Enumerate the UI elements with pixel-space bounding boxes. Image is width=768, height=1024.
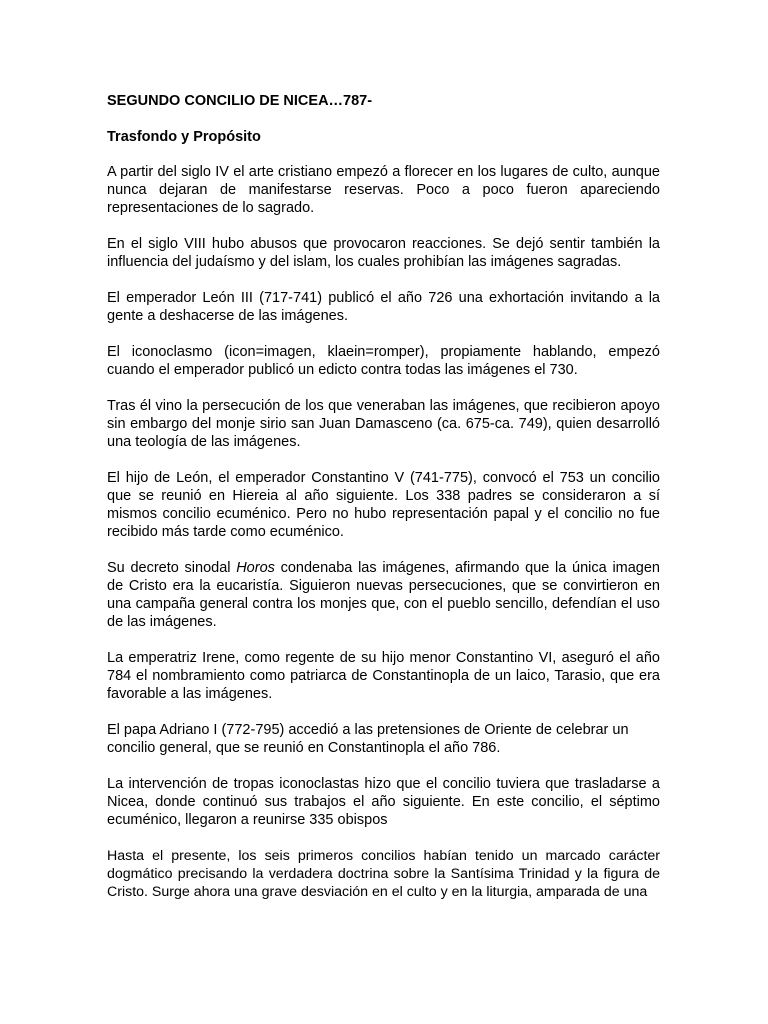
paragraph: El emperador León III (717-741) publicó el año 726 una exhortación invitando a la gente a deshacerse de las imágenes. — [107, 290, 660, 324]
section-heading: Trasfondo y Propósito — [107, 129, 261, 145]
paragraph-text: condenaba las imágenes, afirmando que la única imagen de Cristo era la eucaristía. Siguieron nuevas persecuciones, que se convirtieron en una campaña general contra los monjes que, con el pueblo sencillo, defendían el uso de las imágenes. — [107, 560, 660, 630]
paragraph: Tras él vino la persecución de los que veneraban las imágenes, que recibieron apoyo sin embargo del monje sirio san Juan Damasceno (ca. 675-ca. 749), quien desarrolló una teología de las imágenes. — [107, 398, 660, 450]
paragraph: La emperatriz Irene, como regente de su hijo menor Constantino VI, aseguró el año 784 el nombramiento como patriarca de Constantinopla de un laico, Tarasio, que era favorable a las imágenes. — [107, 650, 660, 702]
paragraph-text: Su decreto sinodal — [107, 560, 237, 576]
paragraph: A partir del siglo IV el arte cristiano empezó a florecer en los lugares de culto, aunque nunca dejaran de manifestarse reservas. Poco a poco fueron apareciendo representaciones de lo sagrado. — [107, 164, 660, 216]
paragraph-with-italic — [107, 559, 660, 631]
paragraph: En el siglo VIII hubo abusos que provocaron reacciones. Se dejó sentir también la influencia del judaísmo y del islam, los cuales prohibían las imágenes sagradas. — [107, 236, 660, 270]
paragraph: El iconoclasmo (icon=imagen, klaein=romper), propiamente hablando, empezó cuando el emperador publicó un edicto contra todas las imágenes el 730. — [107, 344, 660, 378]
document-page — [107, 91, 660, 901]
document-title: SEGUNDO CONCILIO DE NICEA…787- — [107, 93, 373, 109]
italic-term: Horos — [236, 560, 275, 576]
paragraph: El hijo de León, el emperador Constantino V (741-775), convocó el 753 un concilio que se reunió en Hiereia al año siguiente. Los 338 padres se consideraron a sí mismos concilio ecuménico. Pero no hubo representación papal y el concilio no fue recibido más tarde como ecuménico. — [107, 470, 660, 540]
paragraph: La intervención de tropas iconoclastas hizo que el concilio tuviera que trasladarse a Nicea, donde continuó sus trabajos el año siguiente. En este concilio, el séptimo ecuménico, llegaron a reunirse 335 obispos — [107, 776, 660, 828]
paragraph: Hasta el presente, los seis primeros concilios habían tenido un marcado carácter dogmático precisando la verdadera doctrina sobre la Santísima Trinidad y la figura de Cristo. Surge ahora una grave desviación en el culto y en la liturgia, amparada de una — [107, 848, 660, 900]
paragraph: El papa Adriano I (772-795) accedió a las pretensiones de Oriente de celebrar un concilio general, que se reunió en Constantinopla el año 786. — [107, 722, 629, 756]
